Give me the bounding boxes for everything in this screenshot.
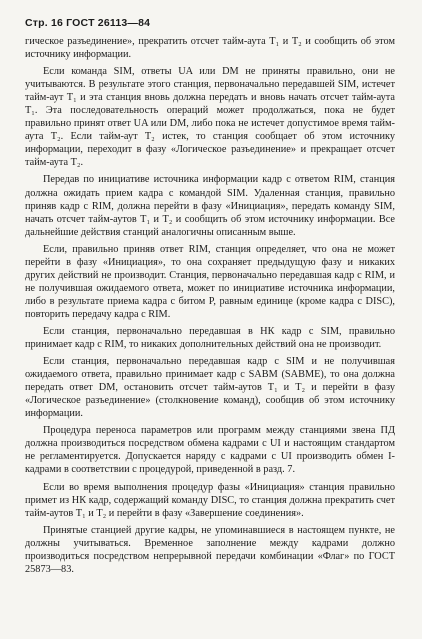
page-header: Стр. 16 ГОСТ 26113—84 — [25, 17, 151, 29]
paragraph-5: Если станция, первоначально передавшая в НК кадр с SIM, правильно принимает кадр с RIM, то никаких дополнительных действий она не производит. — [25, 325, 395, 351]
paragraph-1: гическое разъединение», прекратить отсчет тайм-аута T₁ и T₂ и сообщить об этом источнику информации. — [25, 36, 395, 61]
paragraph-3: Передав по инициативе источника информации кадр с ответом RIM, станция должна ожидать прием кадра с командой SIM. Удаленная станция, правильно приняв кадр с RIM, должна перейти в фазу «Инициация», передать команду SIM, начать отсчет тайм-аутов T₁ и T₂ и сообщить об этом источнику информации. Все дальнейшие действия станций аналогичны описанным выше. — [25, 174, 395, 238]
paragraph-2: Если команда SIM, ответы UA или DM не приняты правильно, они не учитываются. В результате этого станция, первоначально передавшей SIM, истечет тайм-аут T₁ и эта станция вновь должна передать и вновь начать отсчет тайм-аута T₁. Эта последовательность операций может продолжаться, пока не будет правильно принят ответ UA или DM, либо пока не истечет допустимое время тайм-аута T₂. Если тайм-аут T₂ истек, то станция сообщает об этом источнику информации, переходит в фазу «Логическое разъединение» и прекращает отсчет тайм-аута T₂. — [25, 66, 395, 169]
paragraph-8: Если во время выполнения процедур фазы «Инициация» станция правильно примет из НК кадр, содержащий команду DISC, то станция должна прекратить счет тайм-аутов T₁ и T₂ и перейти в фазу «Завершение соединения». — [25, 481, 395, 519]
document-body — [25, 35, 395, 576]
paragraph-6: Если станция, первоначально передавшая кадр с SIM и не получившая ожидаемого ответа, правильно принимает кадр с SABM (SABME), то она должна передать ответ DM, остановить отсчет тайм-аутов T₁ и T₂ и перейти в фазу «Логическое разъединение» (столкновение команд), сообщив об этом источнику информации. — [25, 356, 395, 420]
paragraph-7: Процедура переноса параметров или программ между станциями звена ПД должна производиться посредством обмена кадрами с UI и настоящим стандартом не регламентируется. Допускается наряду с кадрами с UI производить обмен I-кадрами в соответствии с процедурой, приведенной в разд. 7. — [25, 425, 395, 476]
paragraph-9: Принятые станцией другие кадры, не упоминавшиеся в настоящем пункте, не должны учитываться. Временное заполнение между кадрами должно производиться посредством непрерывной передачи комбинации «Флаг» по ГОСТ 25873—83. — [25, 524, 395, 575]
paragraph-4: Если, правильно приняв ответ RIM, станция определяет, что она не может перейти в фазу «Инициация», то она сохраняет предыдущую фазу и никаких других действий не производит. Станция, первоначально передавшая кадр с RIM, и не получившая ожидаемого ответа, может по инициативе источника информации, либо в результате приема кадра с битом P, равным единице (кроме кадра с DISC), повторить передачу кадра с RIM. — [25, 243, 395, 320]
